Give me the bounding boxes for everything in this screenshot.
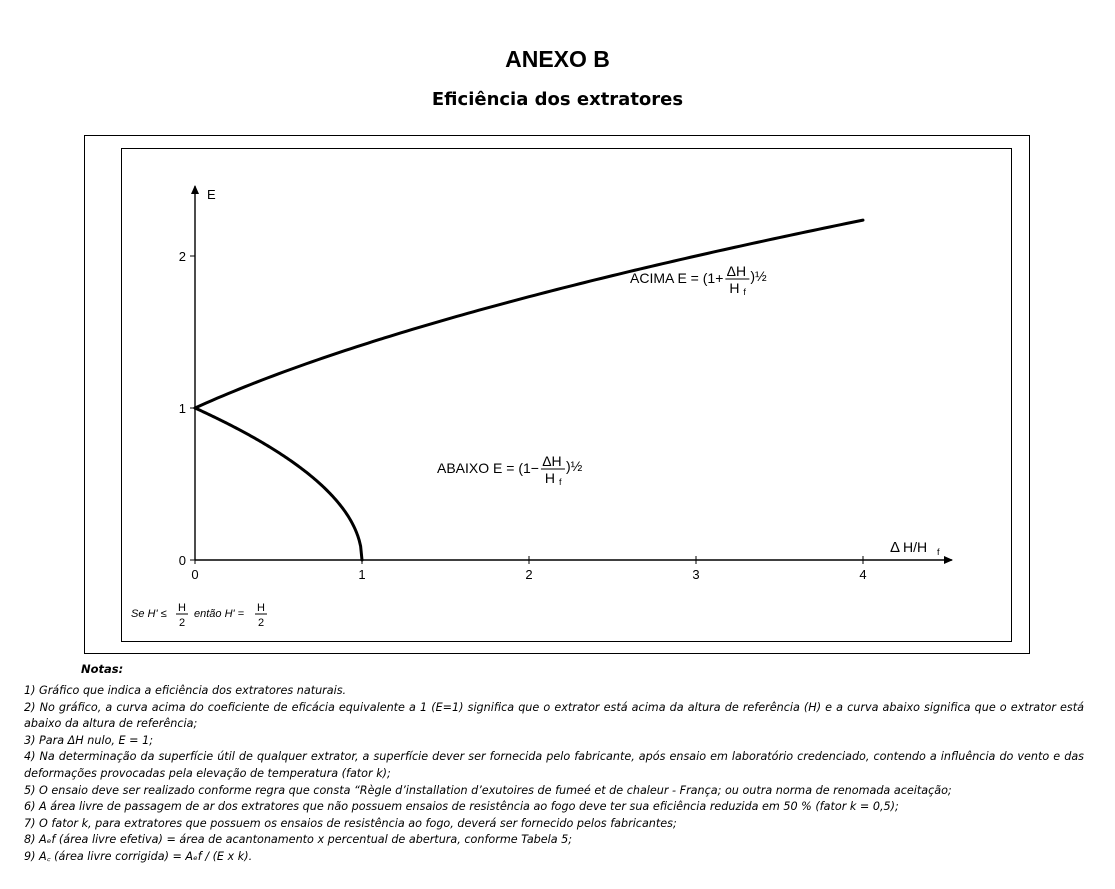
x-axis-label-h: H/H: [903, 539, 928, 555]
note-item-4: 4) Na determinação da superfície útil de qualquer extrator, a superfície dever ser fornecida pelo fabricante, após ensaio em laboratório credenciado, contendo a influência do vento e das deformações provocadas pela elevação de temperatura (fator k);: [24, 750, 1084, 780]
footnote-frac2-den: 2: [257, 617, 265, 629]
abaixo-formula-label-denominator-sub: f: [558, 477, 562, 487]
acima-formula-label-denominator: H: [729, 280, 740, 296]
acima-formula-label-prefix: ACIMA E = (1+: [630, 270, 724, 286]
acima-formula-label-denominator-sub: f: [743, 287, 746, 297]
y-tick-label: 2: [178, 249, 186, 264]
abaixo-formula-label-denominator: H: [544, 470, 555, 486]
abaixo-formula-label-exponent: )½: [565, 458, 583, 474]
footnote-frac2-num: H: [257, 602, 265, 614]
chart-footnote: [131, 602, 267, 629]
abaixo-formula-label-prefix: ABAIXO E = (1−: [437, 460, 539, 476]
y-tick-label: 0: [178, 553, 186, 568]
footnote-frac1-den: 2: [178, 617, 186, 629]
x-tick-label: 0: [191, 567, 199, 582]
page-subtitle: Eficiência dos extratores: [431, 89, 684, 110]
note-item-9: 9) A꜀ (área livre corrigida) = Aₑf / (E x k).: [24, 849, 253, 863]
y-axis-label: E: [207, 187, 216, 202]
acima-formula-label-numerator: ΔH: [726, 263, 747, 279]
x-tick-label: 1: [358, 567, 366, 582]
x-axis-label-delta: Δ: [890, 539, 901, 556]
page-title: ANEXO B: [505, 46, 610, 72]
note-item-5: 5) O ensaio deve ser realizado conforme regra que consta “Règle d’installation d’exutoires de fumeé et de chaleur - França; ou outra norma de renomada aceitação;: [24, 783, 952, 797]
y-tick-label: 1: [178, 401, 186, 416]
note-item-2: 2) No gráfico, a curva acima do coeficiente de eficácia equivalente a 1 (E=1) significa que o extrator está acima da altura de referência (H) e a curva abaixo significa que o extrator está abaixo da altura de referência;: [24, 700, 1084, 731]
notes-title: Notas:: [81, 662, 124, 676]
footnote-frac1-num: H: [178, 602, 186, 614]
footnote-condition: Se H' ≤: [131, 608, 167, 620]
abaixo-curve: [195, 408, 362, 560]
note-item-6: 6) A área livre de passagem de ar dos extratores que não possuem ensaios de resistência ao fogo deve ter sua eficiência reduzida em 50 % (fator k = 0,5);: [24, 800, 899, 814]
note-item-7: 7) O fator k, para extratores que possuem os ensaios de resistência ao fogo, deverá ser fornecido pelos fabricantes;: [24, 816, 677, 830]
notes-list: [24, 683, 1084, 866]
acima-curve: [195, 220, 863, 408]
abaixo-formula-label-numerator: ΔH: [542, 453, 562, 469]
acima-formula-label: [630, 263, 767, 297]
x-tick-label: 4: [859, 567, 867, 582]
footnote-then: então H' =: [194, 608, 245, 620]
x-tick-label: 2: [525, 567, 533, 582]
note-item-8: 8) Aₑf (área livre efetiva) = área de acantonamento x percentual de abertura, conforme Tabela 5;: [24, 833, 573, 847]
x-axis-label-sub: f: [937, 547, 940, 557]
acima-formula-label-exponent: )½: [750, 268, 767, 284]
note-item-1: 1) Gráfico que indica a eficiência dos extratores naturais.: [24, 684, 347, 697]
note-item-3: 3) Para ΔH nulo, E = 1;: [24, 733, 153, 747]
x-tick-label: 3: [692, 567, 700, 582]
abaixo-formula-label: [437, 453, 583, 487]
